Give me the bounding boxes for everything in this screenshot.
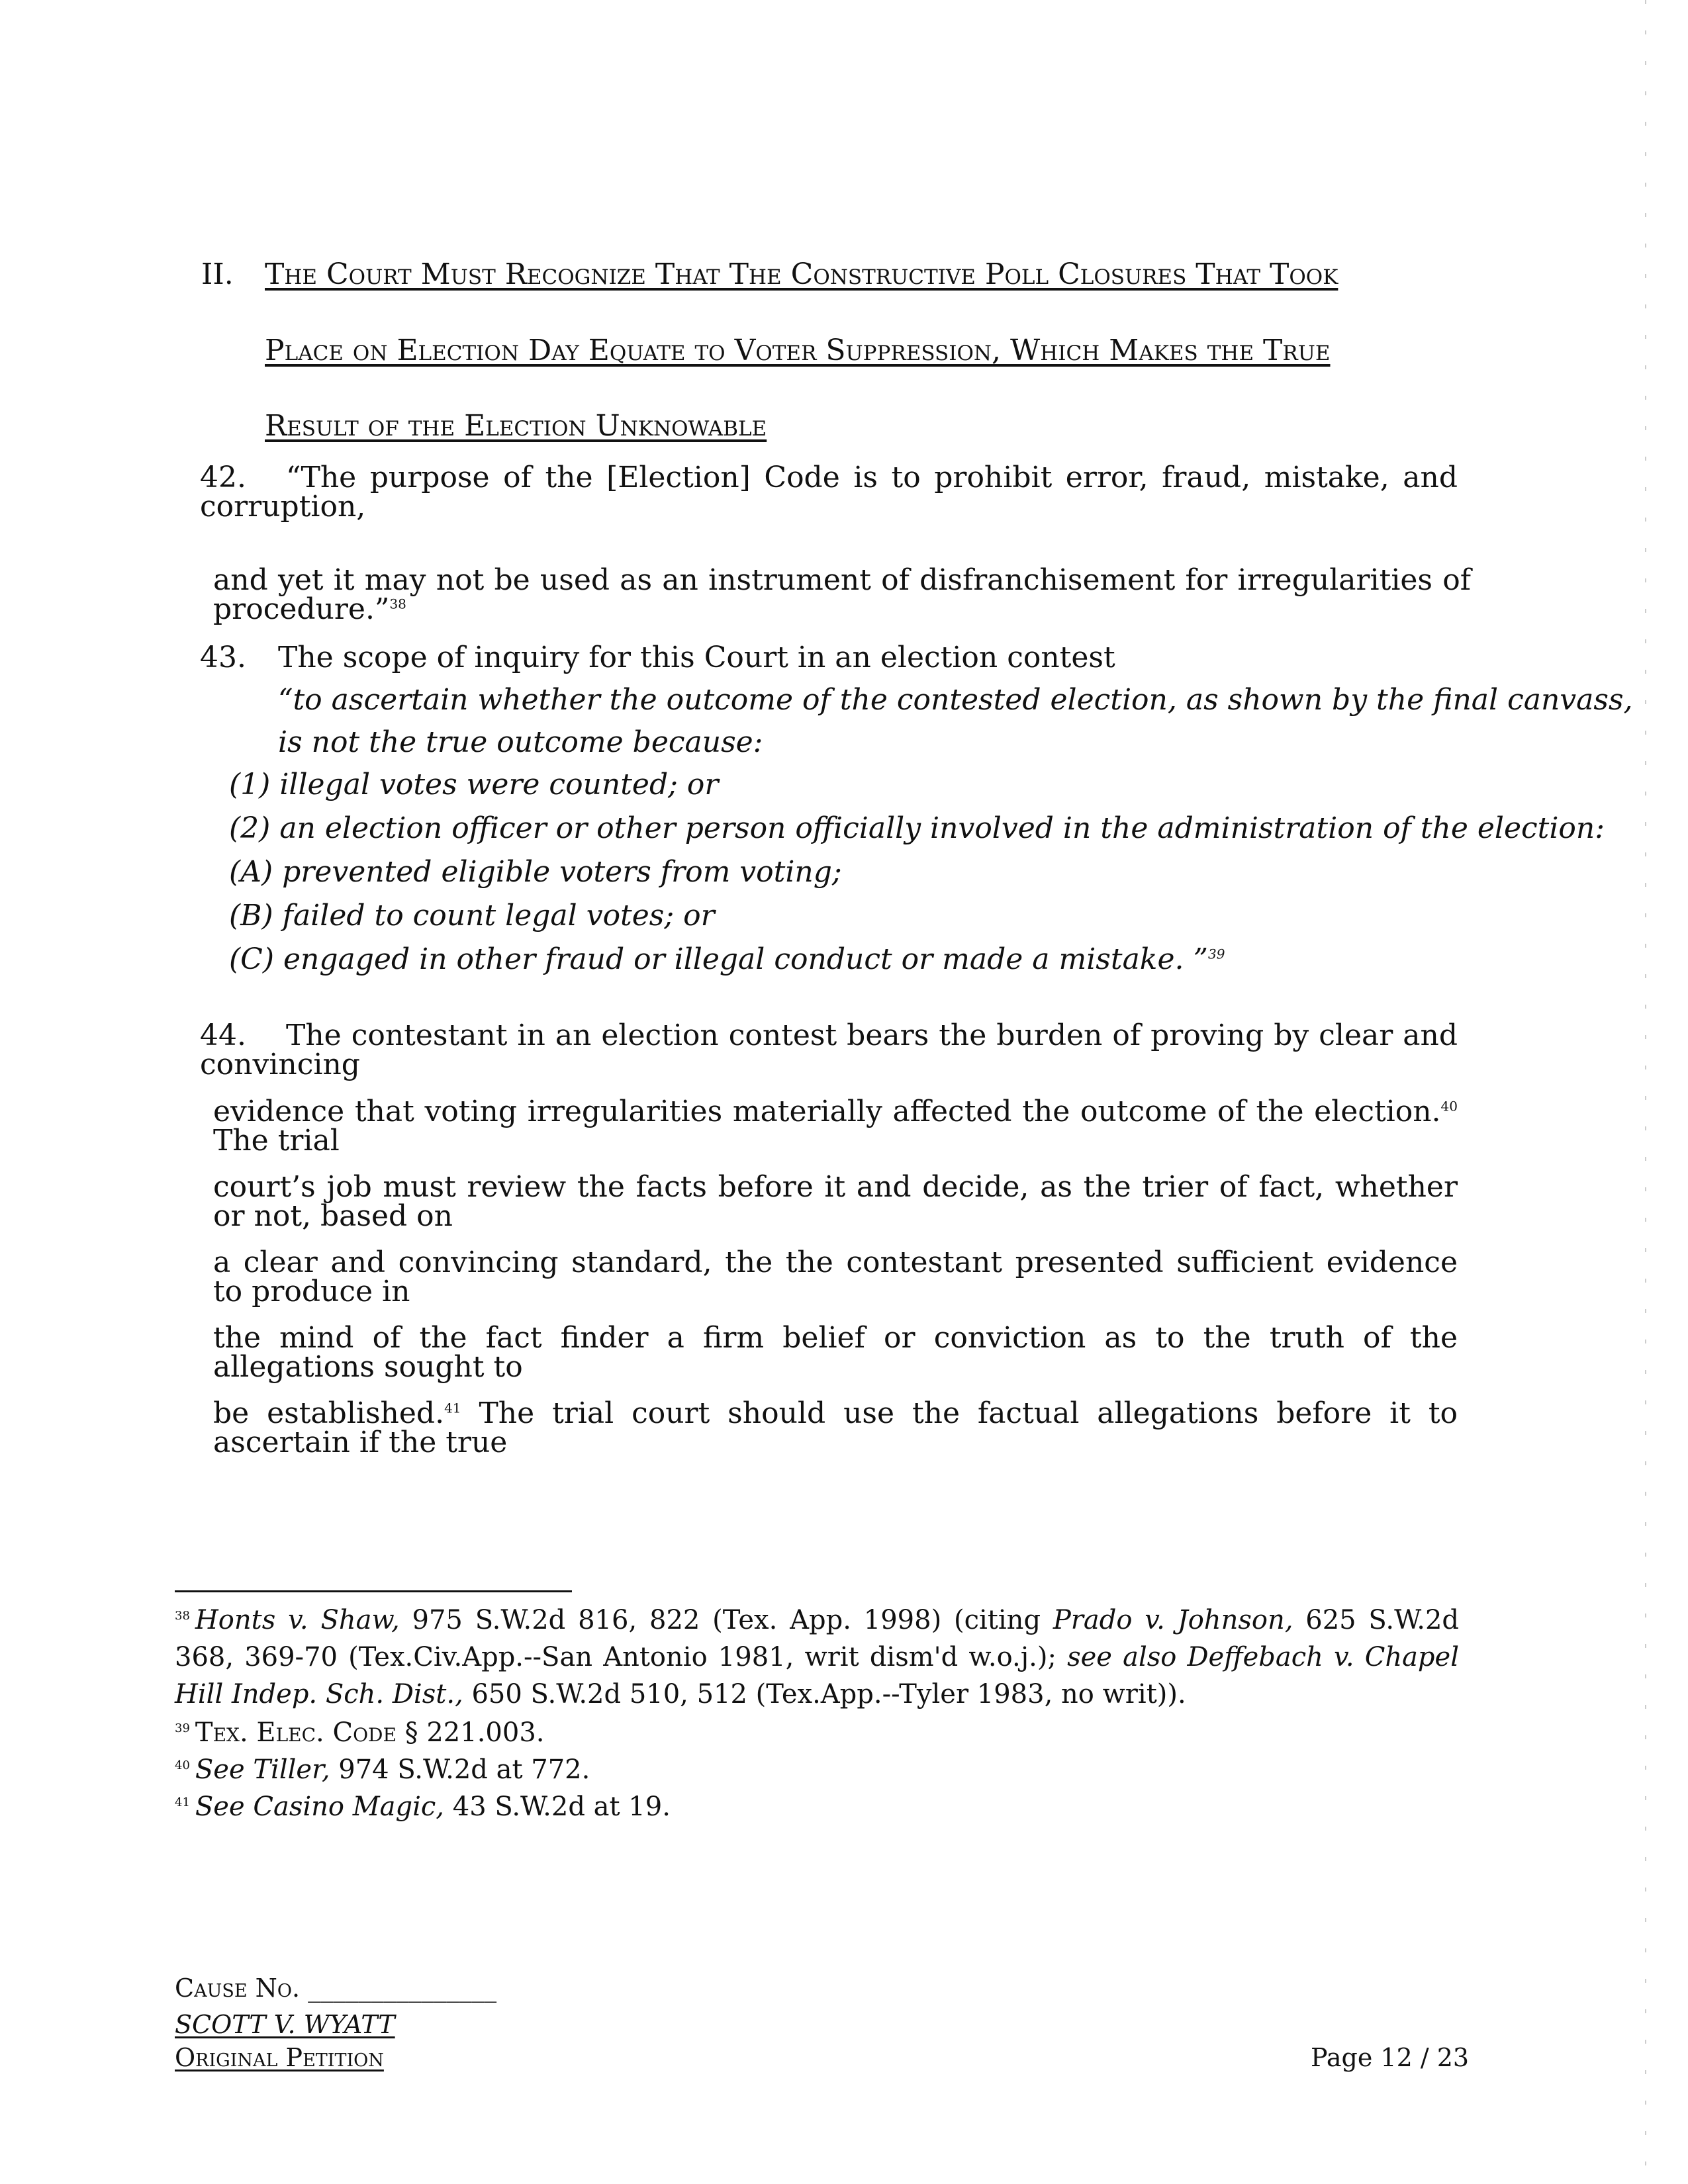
quote-item-2: (2) an election officer or other person officially involved in the administration of the election: — [229, 811, 1605, 845]
paragraph-text: evidence that voting irregularities materially affected the outcome of the election. — [213, 1095, 1441, 1128]
paragraph-text: The contestant in an election contest bears the burden of proving by clear and convincing — [200, 1019, 1458, 1081]
footer-cause-number: Cause No. _______________ — [175, 1974, 497, 2003]
case-name: Honts v. Shaw, — [195, 1605, 400, 1635]
paragraph-text: The trial — [213, 1124, 340, 1158]
citation-text: Tex. Elec. Code § 221.003. — [195, 1717, 545, 1748]
section-number: II. — [201, 257, 234, 291]
section-heading-line-2: Place on Election Day Equate to Voter Suppression, Which Makes the True — [265, 334, 1331, 367]
section-heading-text-1: The Court Must Recognize That The Constructive Poll Closures That Took — [265, 257, 1338, 291]
page-number: Page 12 / 23 — [1311, 2043, 1470, 2072]
quote-line-1: “to ascertain whether the outcome of the contested election, as shown by the final canvass, — [278, 683, 1633, 717]
paragraph-text: The trial court should use the factual allegations before it to ascertain if the true — [213, 1396, 1458, 1459]
paragraph-text: be established. — [213, 1396, 445, 1430]
paragraph-number: 42. — [200, 461, 246, 494]
paragraph-44-line-5: the mind of the fact finder a firm belief or conviction as to the truth of the allegations sought to — [213, 1321, 1458, 1384]
citation-text: 650 S.W.2d 510, 512 (Tex.App.--Tyler 1983, no writ)). — [463, 1679, 1186, 1709]
footnote-separator — [175, 1590, 572, 1592]
paragraph-number: 43. — [200, 641, 246, 674]
footnote-mark: 41 — [175, 1795, 190, 1809]
quote-item-c — [229, 942, 1225, 976]
footer-case-caption: SCOTT V. WYATT — [175, 2010, 395, 2039]
footer-document-title: Original Petition — [175, 2043, 384, 2072]
footnote-41 — [175, 1788, 1459, 1825]
section-heading-line-3: Result of the Election Unknowable — [265, 409, 767, 443]
paragraph-43-intro — [200, 643, 1458, 672]
footnote-40 — [175, 1751, 1459, 1788]
paragraph-text: “The purpose of the [Election] Code is to prohibit error, fraud, mistake, and corruption, — [200, 461, 1458, 523]
quote-item-b: (B) failed to count legal votes; or — [229, 899, 715, 933]
citation-text: 625 S.W.2d 368, 369-70 (Tex.Civ.App.--San Antonio 1981, writ dism'd w.o.j.); — [175, 1605, 1460, 1672]
quote-item-a: (A) prevented eligible voters from voting; — [229, 855, 842, 889]
case-name: See Tiller, — [195, 1754, 330, 1785]
citation-text: 974 S.W.2d at 772. — [330, 1754, 590, 1785]
paragraph-44-line-6 — [213, 1396, 1458, 1459]
quote-line-2: is not the true outcome because: — [278, 725, 763, 759]
paragraph-number: 44. — [200, 1019, 246, 1052]
footnote-ref-39: 39 — [1207, 946, 1225, 962]
paragraph-text: and yet it may not be used as an instrument of disfranchisement for irregularities of procedure.” — [213, 563, 1471, 626]
footnote-ref-41: 41 — [444, 1400, 461, 1416]
footnote-mark: 39 — [175, 1721, 190, 1735]
footnote-39 — [175, 1714, 1459, 1751]
paragraph-text: The scope of inquiry for this Court in an election contest — [278, 641, 1115, 674]
citation-text: 975 S.W.2d 816, 822 (Tex. App. 1998) (citing — [399, 1605, 1053, 1635]
case-name: See Casino Magic, — [195, 1792, 445, 1822]
section-heading-line-1 — [201, 257, 1456, 291]
paragraph-42-line-1 — [200, 463, 1458, 522]
paragraph-44-line-3: court’s job must review the facts before it and decide, as the trier of fact, whether or not, based on — [213, 1170, 1458, 1233]
paragraph-44-line-2 — [213, 1097, 1458, 1156]
case-name: see also Deffebach v. Chapel Hill Indep. Sch. Dist., — [175, 1642, 1460, 1709]
quote-item-1: (1) illegal votes were counted; or — [229, 768, 719, 801]
scan-edge-marks — [1644, 0, 1647, 2184]
paragraph-42-line-2 — [213, 563, 1471, 626]
footnote-mark: 40 — [175, 1758, 190, 1772]
case-name: Prado v. Johnson, — [1053, 1605, 1293, 1635]
paragraph-44-line-4: a clear and convincing standard, the the contestant presented sufficient evidence to produce in — [213, 1246, 1458, 1308]
footnote-mark: 38 — [175, 1608, 190, 1623]
citation-text: 43 S.W.2d at 19. — [444, 1792, 671, 1822]
paragraph-44-line-1 — [200, 1021, 1458, 1079]
quote-item-c-text: (C) engaged in other fraud or illegal conduct or made a mistake. ” — [229, 942, 1208, 976]
footnote-38 — [175, 1602, 1459, 1713]
footnote-ref-38: 38 — [389, 596, 406, 612]
footnote-ref-40: 40 — [1440, 1098, 1458, 1115]
